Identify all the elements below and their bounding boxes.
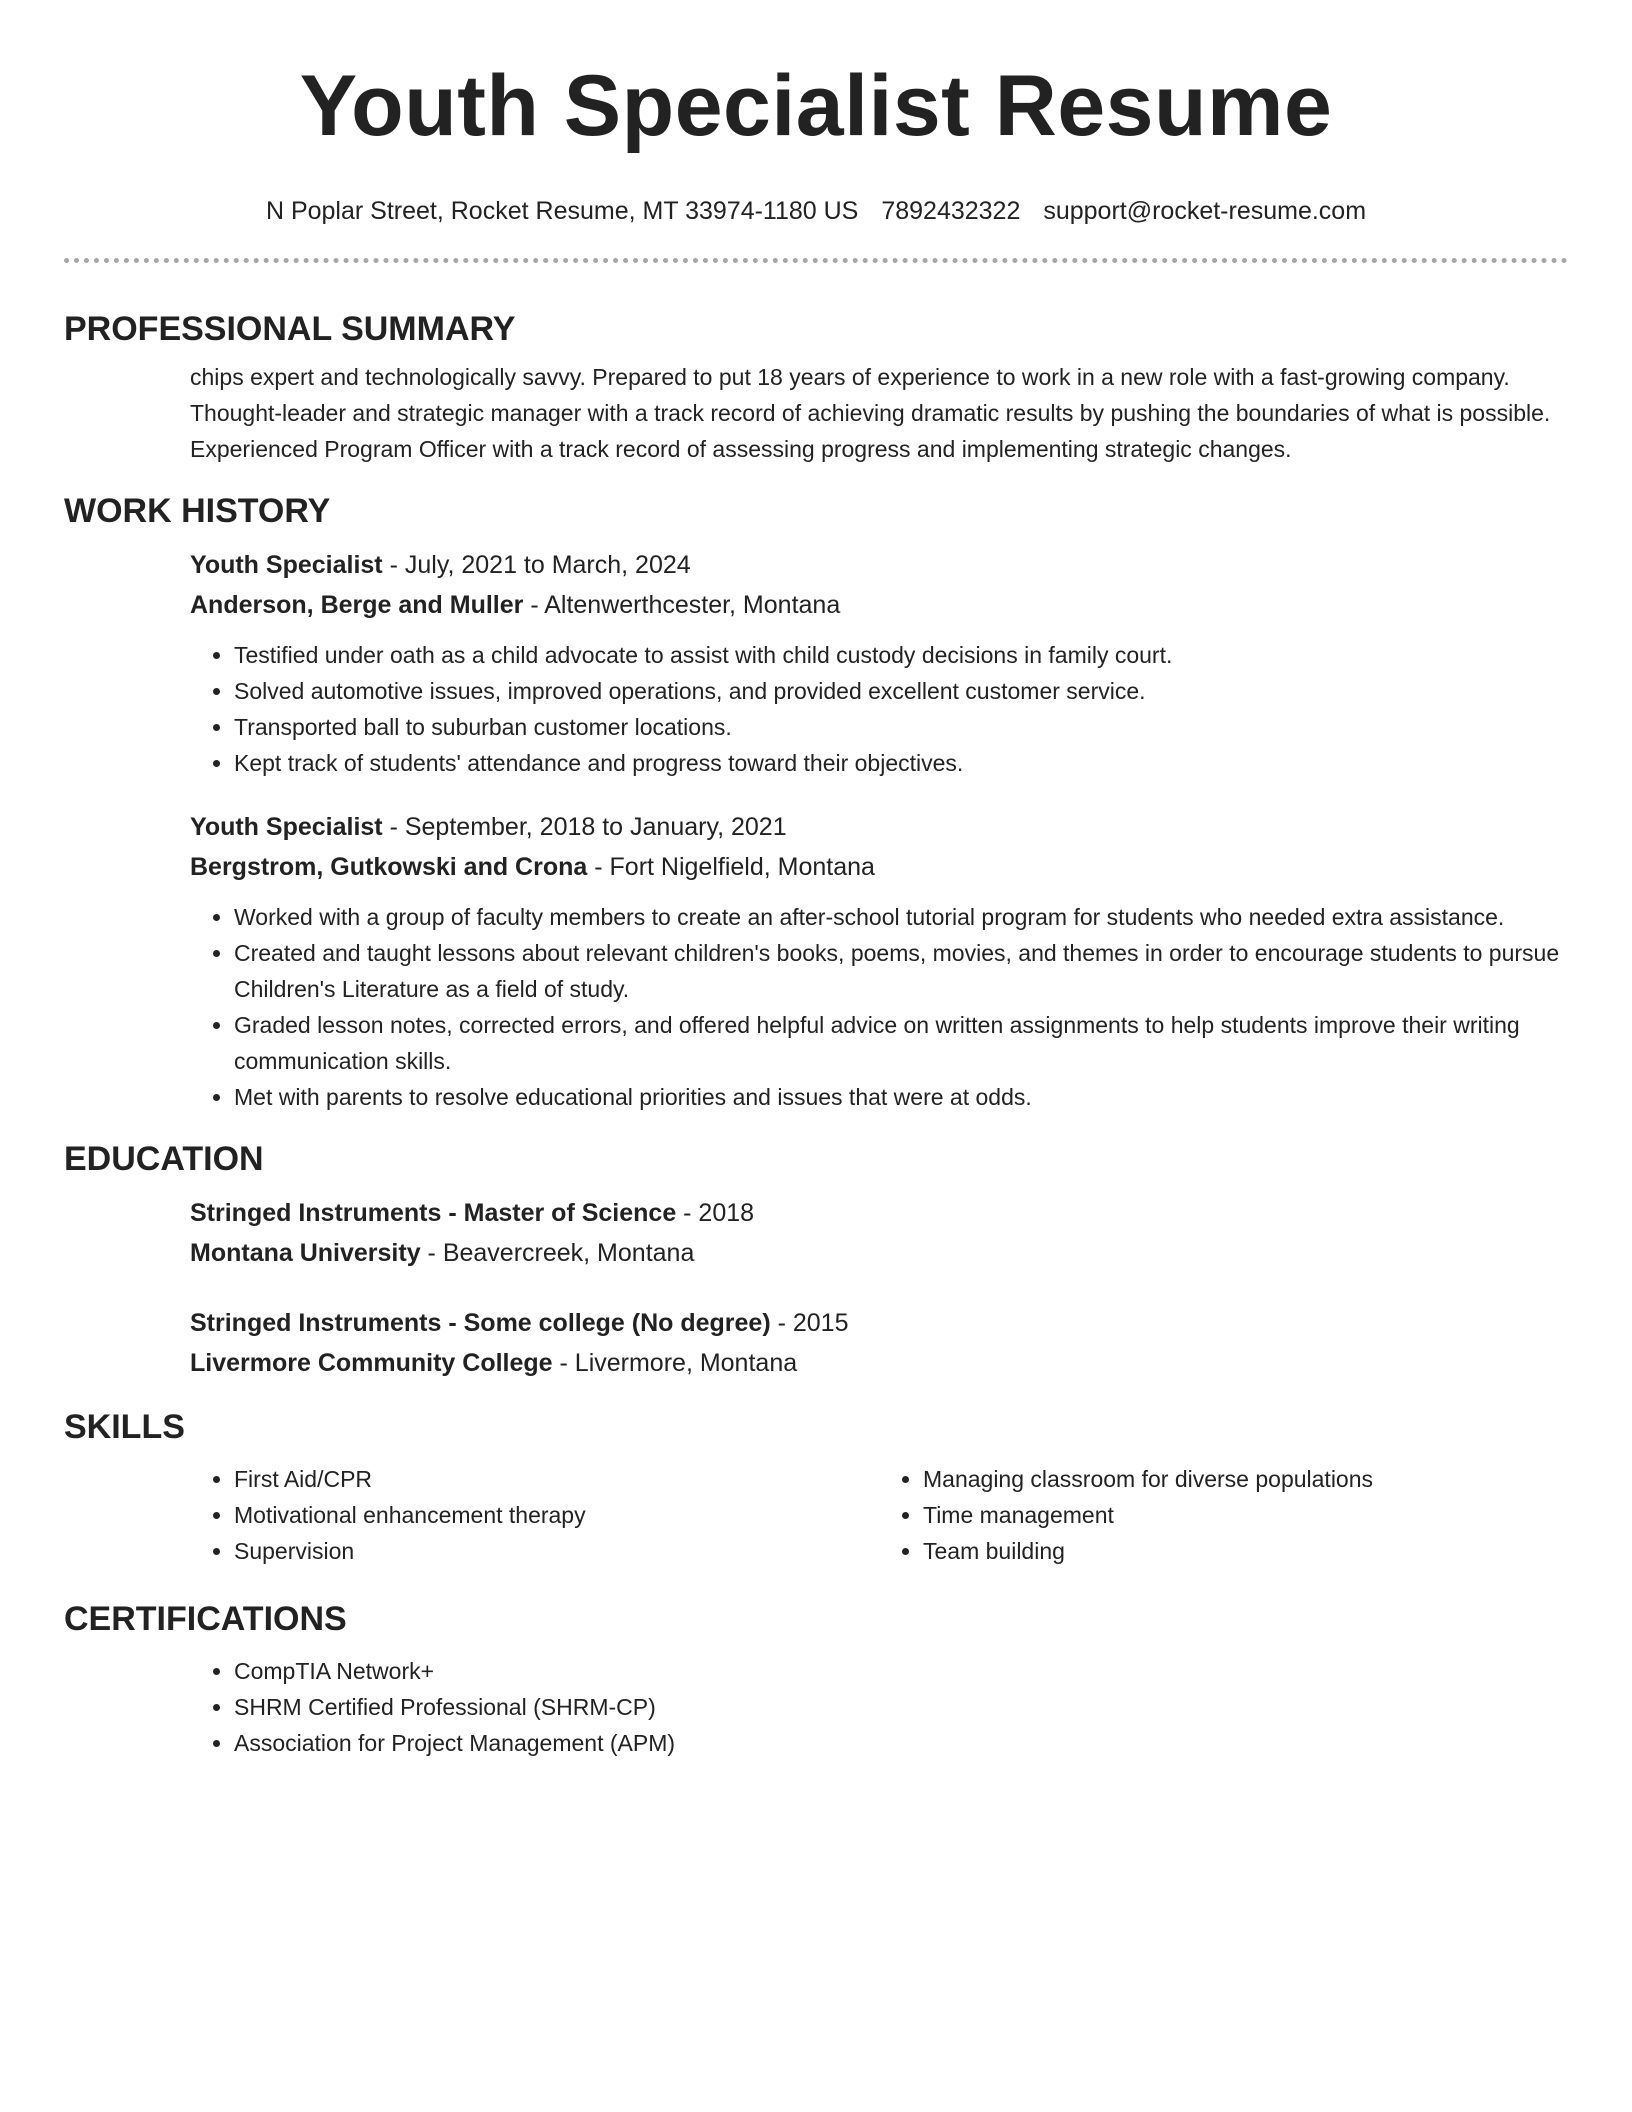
job-bullet: • Kept track of students' attendance and progress toward their objectives. <box>234 745 1568 781</box>
education-section <box>190 1193 1568 1383</box>
certifications-list <box>190 1653 1568 1761</box>
job-bullet: • Met with parents to resolve educational priorities and issues that were at odds. <box>234 1079 1568 1115</box>
job-title: Youth Specialist <box>190 813 383 841</box>
job-entry <box>190 545 1568 781</box>
education-location: - Livermore, Montana <box>552 1349 798 1377</box>
summary-text: chips expert and technologically savvy. Prepared to put 18 years of experience to work in a new role with a fast-growing company. Thought-leader and strategic manager with a track record of achieving dramatic results by pushing the boundaries of what is possible. Experienced Program Officer with a track record of assessing progress and implementing strategic changes. <box>190 364 1551 462</box>
job-company: Bergstrom, Gutkowski and Crona <box>190 853 588 881</box>
education-heading: EDUCATION <box>64 1140 264 1178</box>
job-bullet: • Solved automotive issues, improved operations, and provided excellent customer service. <box>234 673 1568 709</box>
contact-email: support@rocket-resume.com <box>1043 197 1367 225</box>
certification-item: • Association for Project Management (APM) <box>234 1725 1568 1761</box>
skill-item: • Team building <box>923 1533 1568 1569</box>
education-degree-line <box>190 1303 1568 1343</box>
job-bullet: • Worked with a group of faculty members to create an after-school tutorial program for students who needed extra assistance. <box>234 899 1568 935</box>
skill-item: • Supervision <box>234 1533 879 1569</box>
contact-address: N Poplar Street, Rocket Resume, MT 33974-1180 US <box>265 197 859 225</box>
certification-item: • CompTIA Network+ <box>234 1653 1568 1689</box>
skills-grid <box>190 1461 1568 1569</box>
job-company: Anderson, Berge and Muller <box>190 591 524 619</box>
resume-title: Youth Specialist Resume <box>299 58 1333 154</box>
skill-item: • Motivational enhancement therapy <box>234 1497 879 1533</box>
education-degree-line <box>190 1193 1568 1233</box>
work-history-heading: WORK HISTORY <box>64 492 331 530</box>
job-company-line <box>190 585 1568 625</box>
certifications-heading: CERTIFICATIONS <box>64 1600 347 1638</box>
job-bullet: • Created and taught lessons about relevant children's books, poems, movies, and themes in order to encourage students to pursue Children's Literature as a field of study. <box>234 935 1568 1007</box>
certification-item: • SHRM Certified Professional (SHRM-CP) <box>234 1689 1568 1725</box>
header-divider <box>64 258 1568 263</box>
education-degree: Stringed Instruments - Master of Science <box>190 1199 677 1227</box>
job-title: Youth Specialist <box>190 551 383 579</box>
job-entry <box>190 807 1568 1115</box>
contact-info <box>64 196 1568 226</box>
skill-item: • Managing classroom for diverse populations <box>923 1461 1568 1497</box>
skill-item: • Time management <box>923 1497 1568 1533</box>
job-location: - Altenwerthcester, Montana <box>523 591 841 619</box>
resume-page <box>64 0 1568 1761</box>
job-bullet: • Testified under oath as a child advocate to assist with child custody decisions in family court. <box>234 637 1568 673</box>
work-history-section <box>190 545 1568 1115</box>
job-dates: - July, 2021 to March, 2024 <box>382 551 691 579</box>
education-school: Montana University <box>190 1239 421 1267</box>
education-year: - 2018 <box>676 1199 755 1227</box>
education-location: - Beavercreek, Montana <box>420 1239 695 1267</box>
job-bullet: • Transported ball to suburban customer locations. <box>234 709 1568 745</box>
education-degree: Stringed Instruments - Some college (No degree) <box>190 1309 771 1337</box>
job-title-line <box>190 807 1568 847</box>
education-year: - 2015 <box>770 1309 849 1337</box>
job-bullets <box>190 637 1568 781</box>
summary-section <box>190 359 1568 467</box>
skills-heading: SKILLS <box>64 1408 185 1446</box>
job-bullet: • Graded lesson notes, corrected errors, and offered helpful advice on written assignments to help students improve their writing communication skills. <box>234 1007 1568 1079</box>
skills-list-left <box>190 1461 879 1569</box>
education-school-line <box>190 1233 1568 1273</box>
contact-phone: 7892432322 <box>881 197 1021 225</box>
education-entry <box>190 1303 1568 1383</box>
job-title-line <box>190 545 1568 585</box>
job-dates: - September, 2018 to January, 2021 <box>382 813 787 841</box>
education-school-line <box>190 1343 1568 1383</box>
summary-heading: PROFESSIONAL SUMMARY <box>64 310 516 348</box>
skills-section <box>190 1461 1568 1569</box>
job-location: - Fort Nigelfield, Montana <box>587 853 875 881</box>
education-entry <box>190 1193 1568 1273</box>
education-school: Livermore Community College <box>190 1349 553 1377</box>
certifications-section <box>190 1653 1568 1761</box>
job-bullets <box>190 899 1568 1115</box>
skills-list-right <box>879 1461 1568 1569</box>
job-company-line <box>190 847 1568 887</box>
skill-item: • First Aid/CPR <box>234 1461 879 1497</box>
